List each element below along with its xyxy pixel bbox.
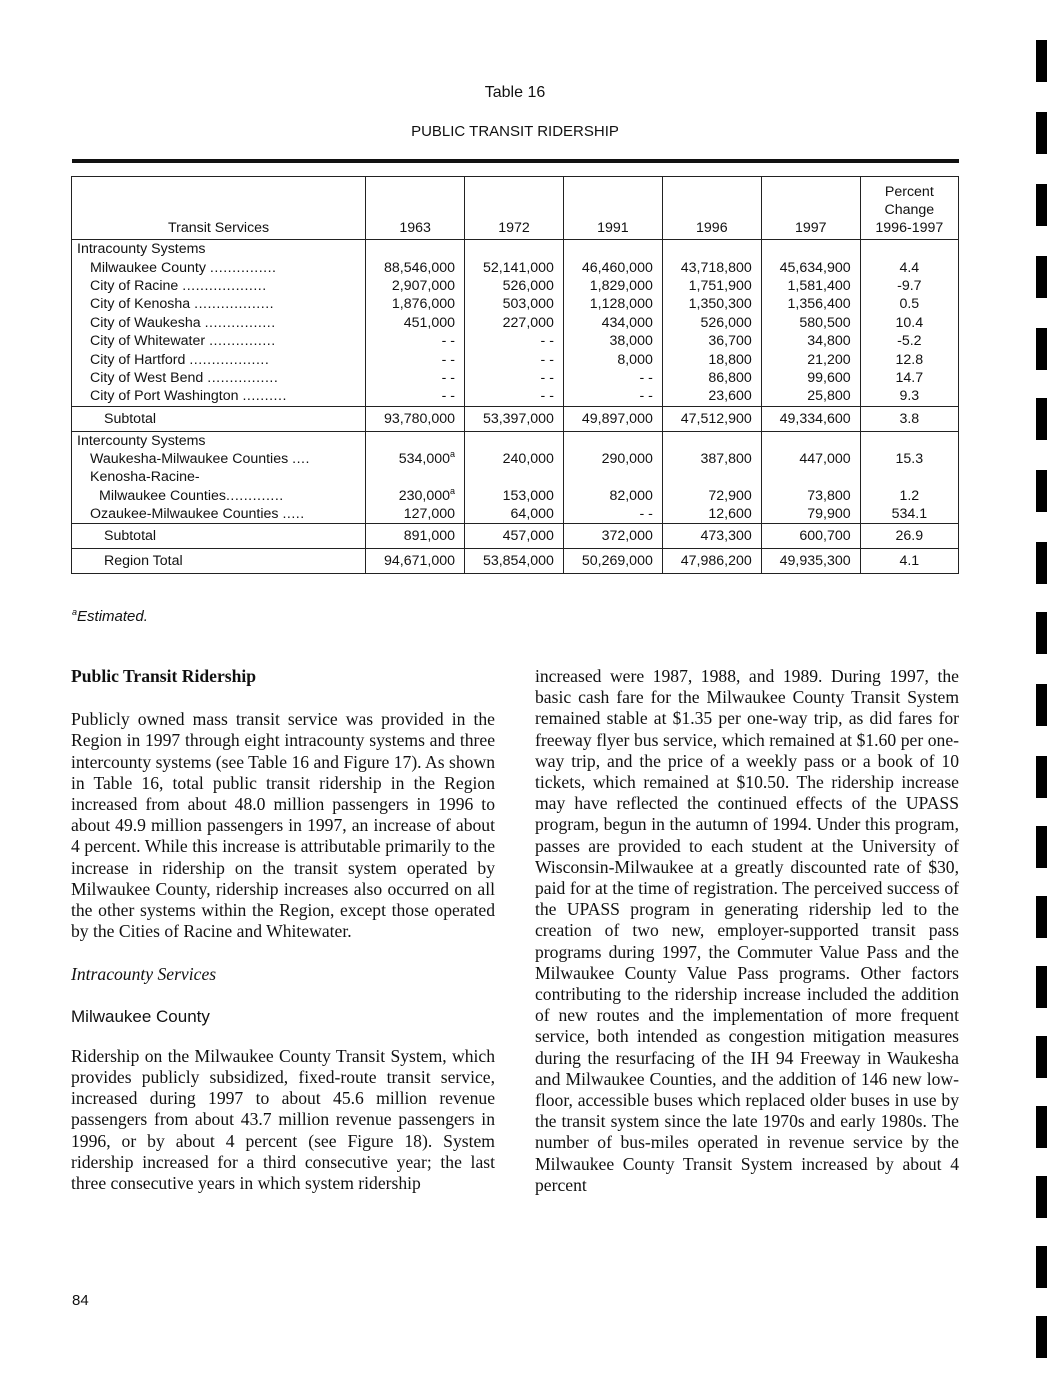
cell-1997: 99,600	[761, 369, 860, 387]
row-label: City of Racine ...................	[72, 277, 366, 295]
cell-1997: 79,900	[761, 505, 860, 524]
cell-1997: 73,800	[761, 487, 860, 505]
cell-1963: - -	[366, 387, 465, 406]
table-row	[72, 295, 959, 313]
table-row	[72, 258, 959, 276]
cell-1996: 86,800	[662, 369, 761, 387]
row-label: City of Waukesha ................	[72, 314, 366, 332]
cell-1963: - -	[366, 332, 465, 350]
table-number: Table 16	[484, 84, 546, 101]
cell-pct: -9.7	[860, 277, 958, 295]
scan-margin-mark	[1036, 1176, 1047, 1218]
table-row	[72, 314, 959, 332]
cell-1991: 50,269,000	[563, 549, 662, 574]
cell-1996: 23,600	[662, 387, 761, 406]
footnote-ref: a	[450, 485, 456, 496]
cell-pct: -5.2	[860, 332, 958, 350]
row-label: Region Total	[72, 549, 366, 574]
cell-1963: 230,000$^a$	[366, 487, 465, 505]
table-row	[72, 505, 959, 524]
cell-1997: 447,000	[761, 450, 860, 468]
cell-1997: 1,356,400	[761, 295, 860, 313]
scan-margin-mark	[1036, 40, 1047, 82]
subsection-heading: Intracounty Services	[71, 964, 217, 985]
cell-1991: 82,000	[563, 487, 662, 505]
scan-margin-mark	[1036, 896, 1047, 938]
ridership-table	[71, 176, 959, 574]
row-label: Milwaukee County ...............	[72, 258, 366, 276]
scan-margin-mark	[1036, 966, 1047, 1008]
row-label: Milwaukee Counties.............	[72, 487, 366, 505]
intercounty-heading: Intercounty Systems	[72, 431, 366, 450]
header-1997: 1997	[761, 177, 860, 240]
cell-pct: 4.1	[860, 549, 958, 574]
scan-margin-mark	[1036, 1106, 1047, 1148]
intracounty-heading: Intracounty Systems	[72, 240, 366, 259]
intercounty-heading-row	[72, 431, 959, 450]
header-1991: 1991	[563, 177, 662, 240]
scan-margin-mark	[1036, 1036, 1047, 1078]
row-label: Subtotal	[72, 524, 366, 549]
cell-1997: 49,935,300	[761, 549, 860, 574]
header-transit-services: Transit Services	[72, 177, 366, 240]
cell-pct: 12.8	[860, 350, 958, 368]
cell-1997: 45,634,900	[761, 258, 860, 276]
cell-1972: 64,000	[465, 505, 564, 524]
cell-pct: 15.3	[860, 450, 958, 468]
row-label: Kenosha-Racine-	[72, 468, 366, 486]
cell-1963: - -	[366, 369, 465, 387]
scan-margin-mark	[1036, 398, 1047, 440]
cell-1963: 93,780,000	[366, 406, 465, 431]
paragraph: Publicly owned mass transit service was provided in the Region in 1997 through eight intracounty systems and three intercounty systems (see Table 16 and Figure 17). As shown in Table 16, total public transit ridership in the Region increased from about 48.0 million passengers in 1996 to about 49.9 million passengers in 1997, an increase of about 4 percent. While this increase is attributable primarily to the increase in ridership on the transit system operated by Milwaukee County, ridership increases also occurred on all the other systems within the Region, except those operated by the Cities of Racine and Whitewater.	[71, 709, 495, 942]
cell-1972: - -	[465, 369, 564, 387]
cell-1991: 372,000	[563, 524, 662, 549]
cell-1997: 1,581,400	[761, 277, 860, 295]
cell-1991: 8,000	[563, 350, 662, 368]
cell-pct: 1.2	[860, 487, 958, 505]
cell-1991: 1,829,000	[563, 277, 662, 295]
cell-1996: 473,300	[662, 524, 761, 549]
cell-1963: 94,671,000	[366, 549, 465, 574]
cell-1963: 891,000	[366, 524, 465, 549]
cell-1972: - -	[465, 350, 564, 368]
row-label: Waukesha-Milwaukee Counties ....	[72, 450, 366, 468]
cell-1997: 600,700	[761, 524, 860, 549]
table-row	[72, 487, 959, 505]
row-label: City of Whitewater ...............	[72, 332, 366, 350]
cell-1963: - -	[366, 350, 465, 368]
paragraph: increased were 1987, 1988, and 1989. During 1997, the basic cash fare for the Milwaukee County Transit System remained stable at $1.35 per one-way trip, as did fares for freeway flyer bus service, which remained at $1.60 per one-way trip, and the price of a weekly pass or a book of 10 tickets, which remained at $10.50. The ridership increase may have reflected the continued effects of the UPASS program, begun in the autumn of 1994. Under this program, passes are provided to each student at the University of Wisconsin-Milwaukee at a greatly discounted rate of $30, paid for at the time of registration. The perceived success of the UPASS program in generating ridership led to the creation of two new, employer-supported transit pass programs during 1997, the Commuter Value Pass and the Milwaukee County Value Pass programs. Other factors contributing to the ridership increase included the addition of new routes and the implementation of more frequent service, both intended as congestion mitigation measures during the resurfacing of the IH 94 Freeway in Waukesha and Milwaukee Counties, and the addition of 146 new low-floor, accessible buses which replaced older buses in use by the transit system since the late 1970s and early 1980s. The number of bus-miles operated in revenue service by the Milwaukee County Transit System increased by about 4 percent	[535, 666, 959, 1195]
cell-pct: 0.5	[860, 295, 958, 313]
cell-1991: 49,897,000	[563, 406, 662, 431]
table-row	[72, 387, 959, 406]
cell-1996: 72,900	[662, 487, 761, 505]
row-label: Ozaukee-Milwaukee Counties .....	[72, 505, 366, 524]
cell-pct: 534.1	[860, 505, 958, 524]
row-label: City of West Bend ................	[72, 369, 366, 387]
cell-1991: 434,000	[563, 314, 662, 332]
intracounty-subtotal-row	[72, 406, 959, 431]
table-row	[72, 332, 959, 350]
table-top-rule	[72, 159, 959, 163]
cell-1996: 12,600	[662, 505, 761, 524]
table-footnote: $^a$Estimated.	[72, 607, 148, 625]
cell-1972: 227,000	[465, 314, 564, 332]
cell-1972: 457,000	[465, 524, 564, 549]
cell-1996: 387,800	[662, 450, 761, 468]
row-label: City of Port Washington ..........	[72, 387, 366, 406]
table-row	[72, 468, 959, 486]
cell-1996: 43,718,800	[662, 258, 761, 276]
cell-1972: 153,000	[465, 487, 564, 505]
cell-1997: 49,334,600	[761, 406, 860, 431]
cell-1996: 1,350,300	[662, 295, 761, 313]
cell-1997: 580,500	[761, 314, 860, 332]
cell-1996: 1,751,900	[662, 277, 761, 295]
cell-1997: 25,800	[761, 387, 860, 406]
header-1996: 1996	[662, 177, 761, 240]
cell-1991: 1,128,000	[563, 295, 662, 313]
page-number: 84	[72, 1292, 89, 1309]
scan-margin-mark	[1036, 1246, 1047, 1288]
table-row	[72, 450, 959, 468]
cell-1972: 240,000	[465, 450, 564, 468]
intercounty-subtotal-row	[72, 524, 959, 549]
cell-1963: 451,000	[366, 314, 465, 332]
cell-1991: - -	[563, 505, 662, 524]
row-label: Subtotal	[72, 406, 366, 431]
table-row	[72, 369, 959, 387]
cell-1963: 1,876,000	[366, 295, 465, 313]
cell-pct: 10.4	[860, 314, 958, 332]
cell-1997: 21,200	[761, 350, 860, 368]
text-column-right	[535, 666, 959, 1196]
scan-margin-mark	[1036, 612, 1047, 654]
cell-1996: 18,800	[662, 350, 761, 368]
cell-1996: 526,000	[662, 314, 761, 332]
cell-pct: 3.8	[860, 406, 958, 431]
cell-pct: 9.3	[860, 387, 958, 406]
cell-1991: 38,000	[563, 332, 662, 350]
scan-margin-mark	[1036, 756, 1047, 798]
cell-1963: 2,907,000	[366, 277, 465, 295]
intracounty-heading-row	[72, 240, 959, 259]
table-header-row	[72, 177, 959, 240]
cell-1972: 52,141,000	[465, 258, 564, 276]
cell-pct: 26.9	[860, 524, 958, 549]
table-title: PUBLIC TRANSIT RIDERSHIP	[411, 123, 619, 140]
header-1972: 1972	[465, 177, 564, 240]
scan-margin-mark	[1036, 1316, 1047, 1358]
cell-1996: 47,986,200	[662, 549, 761, 574]
scan-margin-mark	[1036, 470, 1047, 512]
cell-1997: 34,800	[761, 332, 860, 350]
subsubsection-heading: Milwaukee County	[71, 1006, 210, 1026]
cell-1972: 503,000	[465, 295, 564, 313]
scan-margin-mark	[1036, 184, 1047, 226]
cell-pct: 4.4	[860, 258, 958, 276]
scan-margin-mark	[1036, 826, 1047, 868]
row-label: City of Kenosha ..................	[72, 295, 366, 313]
cell-1991: 290,000	[563, 450, 662, 468]
text-column-left	[71, 666, 495, 1194]
header-percent-change: Percent Change 1996-1997	[860, 177, 958, 240]
scan-margin-mark	[1036, 328, 1047, 370]
scan-margin-mark	[1036, 112, 1047, 154]
cell-1963: 88,546,000	[366, 258, 465, 276]
cell-pct: 14.7	[860, 369, 958, 387]
scan-margin-mark	[1036, 542, 1047, 584]
cell-1991: - -	[563, 387, 662, 406]
cell-1996: 36,700	[662, 332, 761, 350]
paragraph: Ridership on the Milwaukee County Transit System, which provides publicly subsidized, fixed-route transit service, increased during 1997 to about 45.6 million revenue passengers from about 43.7 million revenue passengers in 1996, or by about 4 percent (see Figure 18). System ridership increased for a third consecutive year; the last three consecutive years in which system ridership	[71, 1045, 495, 1194]
footnote-ref: a	[450, 449, 456, 460]
cell-1972: 53,397,000	[465, 406, 564, 431]
cell-1996: 47,512,900	[662, 406, 761, 431]
scan-margin-mark	[1036, 256, 1047, 298]
row-label: City of Hartford ..................	[72, 350, 366, 368]
table-row	[72, 350, 959, 368]
cell-1972: 53,854,000	[465, 549, 564, 574]
header-1963: 1963	[366, 177, 465, 240]
cell-1963: 127,000	[366, 505, 465, 524]
cell-1972: - -	[465, 387, 564, 406]
cell-1972: - -	[465, 332, 564, 350]
section-heading: Public Transit Ridership	[71, 666, 257, 686]
cell-1972: 526,000	[465, 277, 564, 295]
cell-1991: 46,460,000	[563, 258, 662, 276]
cell-1991: - -	[563, 369, 662, 387]
cell-1963: 534,000$^a$	[366, 450, 465, 468]
region-total-row	[72, 549, 959, 574]
table-row	[72, 277, 959, 295]
scan-margin-mark	[1036, 684, 1047, 726]
